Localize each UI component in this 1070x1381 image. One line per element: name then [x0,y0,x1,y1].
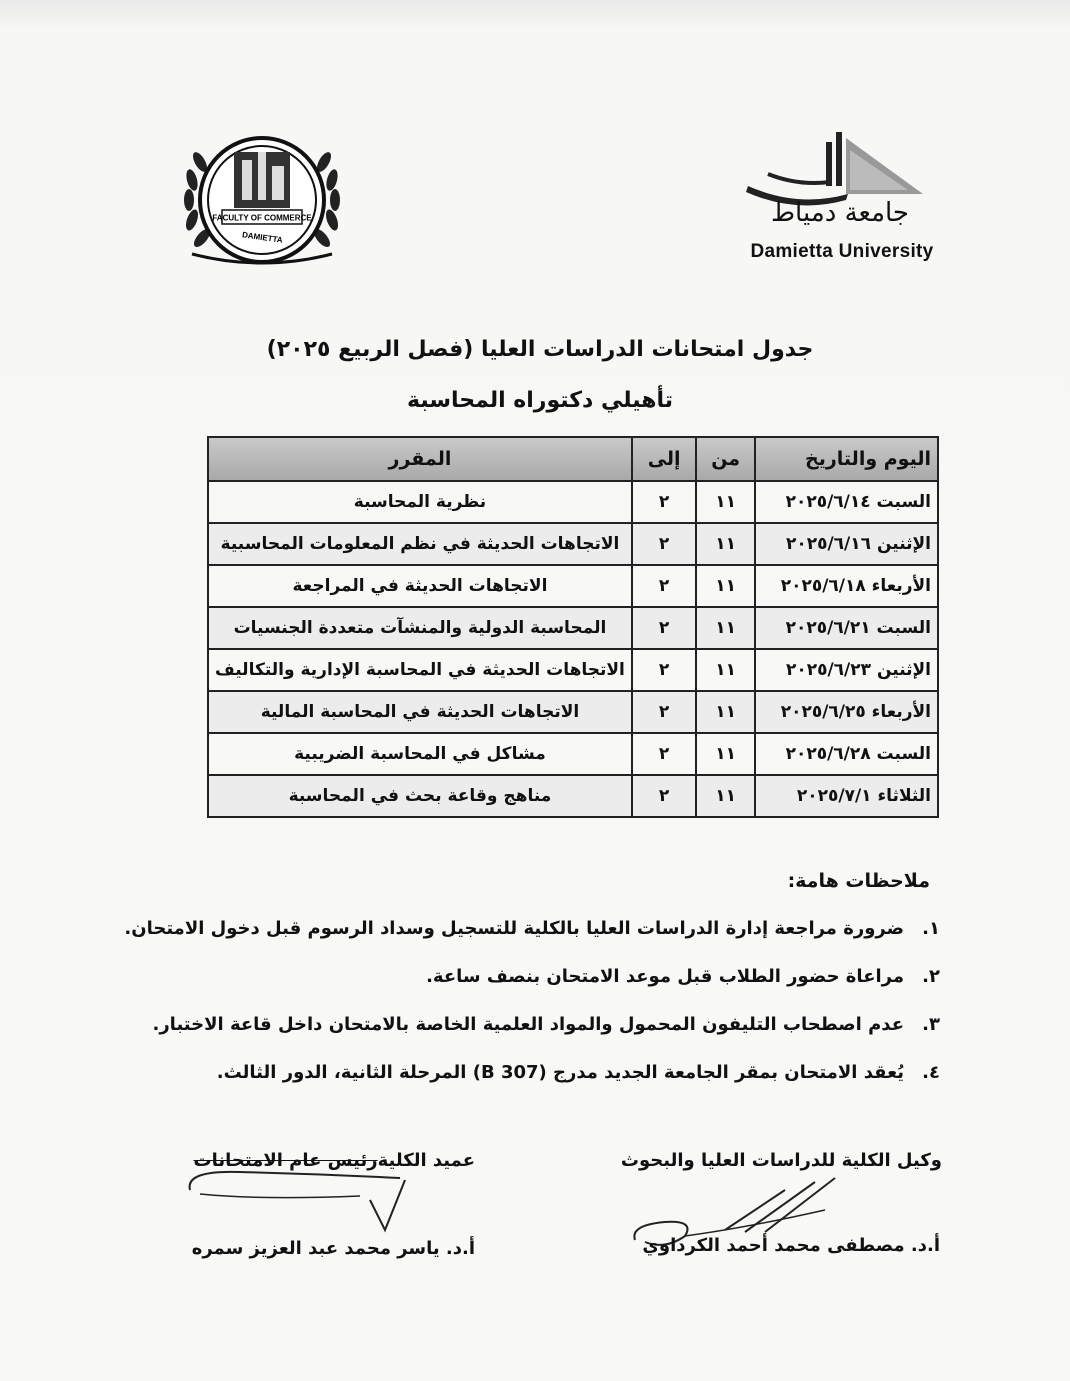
cell-from: ١١ [696,607,755,649]
cell-to: ٢ [632,649,696,691]
cell-to: ٢ [632,565,696,607]
header-from: من [696,437,755,481]
faculty-logo-text: FACULTY OF COMMERCE [212,213,312,223]
cell-course: نظرية المحاسبة [208,481,632,523]
university-name-arabic: جامعة دمياط [771,198,909,228]
note-item [124,918,940,939]
note-text: مراعاة حضور الطلاب قبل موعد الامتحان بنصف ساعة. [426,966,904,987]
note-item [426,966,940,987]
note-item [152,1014,940,1035]
document-title: جدول امتحانات الدراسات العليا (فصل الربيع ٢٠٢٥) [266,337,814,362]
cell-course: الاتجاهات الحديثة في المحاسبة الإدارية والتكاليف [208,649,632,691]
header-course: المقرر [208,437,632,481]
header-to: إلى [632,437,696,481]
cell-date: الأربعاء ٢٠٢٥/٦/٢٥ [755,691,938,733]
cell-course: مشاكل في المحاسبة الضريبية [208,733,632,775]
note-text: ضرورة مراجعة إدارة الدراسات العليا بالكلية للتسجيل وسداد الرسوم قبل دخول الامتحان. [124,918,904,939]
table-row [208,649,938,691]
table-row [208,691,938,733]
document-subtitle: تأهيلي دكتوراه المحاسبة [407,388,673,413]
dean-title-prefix: عميد الكلية [377,1150,475,1171]
cell-from: ١١ [696,691,755,733]
table-header-row [208,437,938,481]
cell-date: الأربعاء ٢٠٢٥/٦/١٨ [755,565,938,607]
cell-course: الاتجاهات الحديثة في المراجعة [208,565,632,607]
exam-schedule-table [207,436,939,818]
cell-date: الثلاثاء ٢٠٢٥/٧/١ [755,775,938,817]
cell-to: ٢ [632,691,696,733]
note-number: ٤. [922,1062,940,1083]
header-date: اليوم والتاريخ [755,437,938,481]
cell-from: ١١ [696,733,755,775]
note-text: عدم اصطحاب التليفون المحمول والمواد العلمية الخاصة بالامتحان داخل قاعة الاختبار. [152,1014,904,1035]
cell-from: ١١ [696,649,755,691]
table-row [208,523,938,565]
cell-course: الاتجاهات الحديثة في المحاسبة المالية [208,691,632,733]
table-row [208,481,938,523]
note-number: ٢. [922,966,940,987]
cell-to: ٢ [632,775,696,817]
vice-dean-name: أ.د. مصطفى محمد أحمد الكرداوي [642,1235,940,1256]
cell-date: الإثنين ٢٠٢٥/٦/٢٣ [755,649,938,691]
table-row [208,775,938,817]
dean-name: أ.د. ياسر محمد عبد العزيز سمره [191,1238,475,1259]
university-name-english: Damietta University [750,241,934,262]
faculty-emblem-logo [172,122,352,272]
cell-from: ١١ [696,775,755,817]
notes-heading: ملاحظات هامة: [787,870,930,892]
note-number: ١. [922,918,940,939]
cell-to: ٢ [632,481,696,523]
cell-to: ٢ [632,607,696,649]
cell-to: ٢ [632,733,696,775]
cell-course: الاتجاهات الحديثة في نظم المعلومات المحاسبية [208,523,632,565]
note-text: يُعقد الامتحان بمقر الجامعة الجديد مدرج (307 B) المرحلة الثانية، الدور الثالث. [216,1062,904,1083]
table-row [208,733,938,775]
cell-course: المحاسبة الدولية والمنشآت متعددة الجنسيات [208,607,632,649]
note-item [217,1062,940,1083]
dean-signature [180,1160,440,1240]
cell-date: السبت ٢٠٢٥/٦/١٤ [755,481,938,523]
cell-from: ١١ [696,481,755,523]
table-row [208,607,938,649]
dean-title-struck: رئيس عام الامتحانات [193,1150,378,1171]
note-number: ٣. [922,1014,940,1035]
cell-date: السبت ٢٠٢٥/٦/٢١ [755,607,938,649]
table-row [208,565,938,607]
cell-course: مناهج وقاعة بحث في المحاسبة [208,775,632,817]
cell-date: الإثنين ٢٠٢٥/٦/١٦ [755,523,938,565]
faculty-logo-city: DAMIETTA [241,230,284,245]
cell-date: السبت ٢٠٢٥/٦/٢٨ [755,733,938,775]
cell-from: ١١ [696,565,755,607]
cell-to: ٢ [632,523,696,565]
vice-dean-title: وكيل الكلية للدراسات العليا والبحوث [620,1150,942,1171]
cell-from: ١١ [696,523,755,565]
